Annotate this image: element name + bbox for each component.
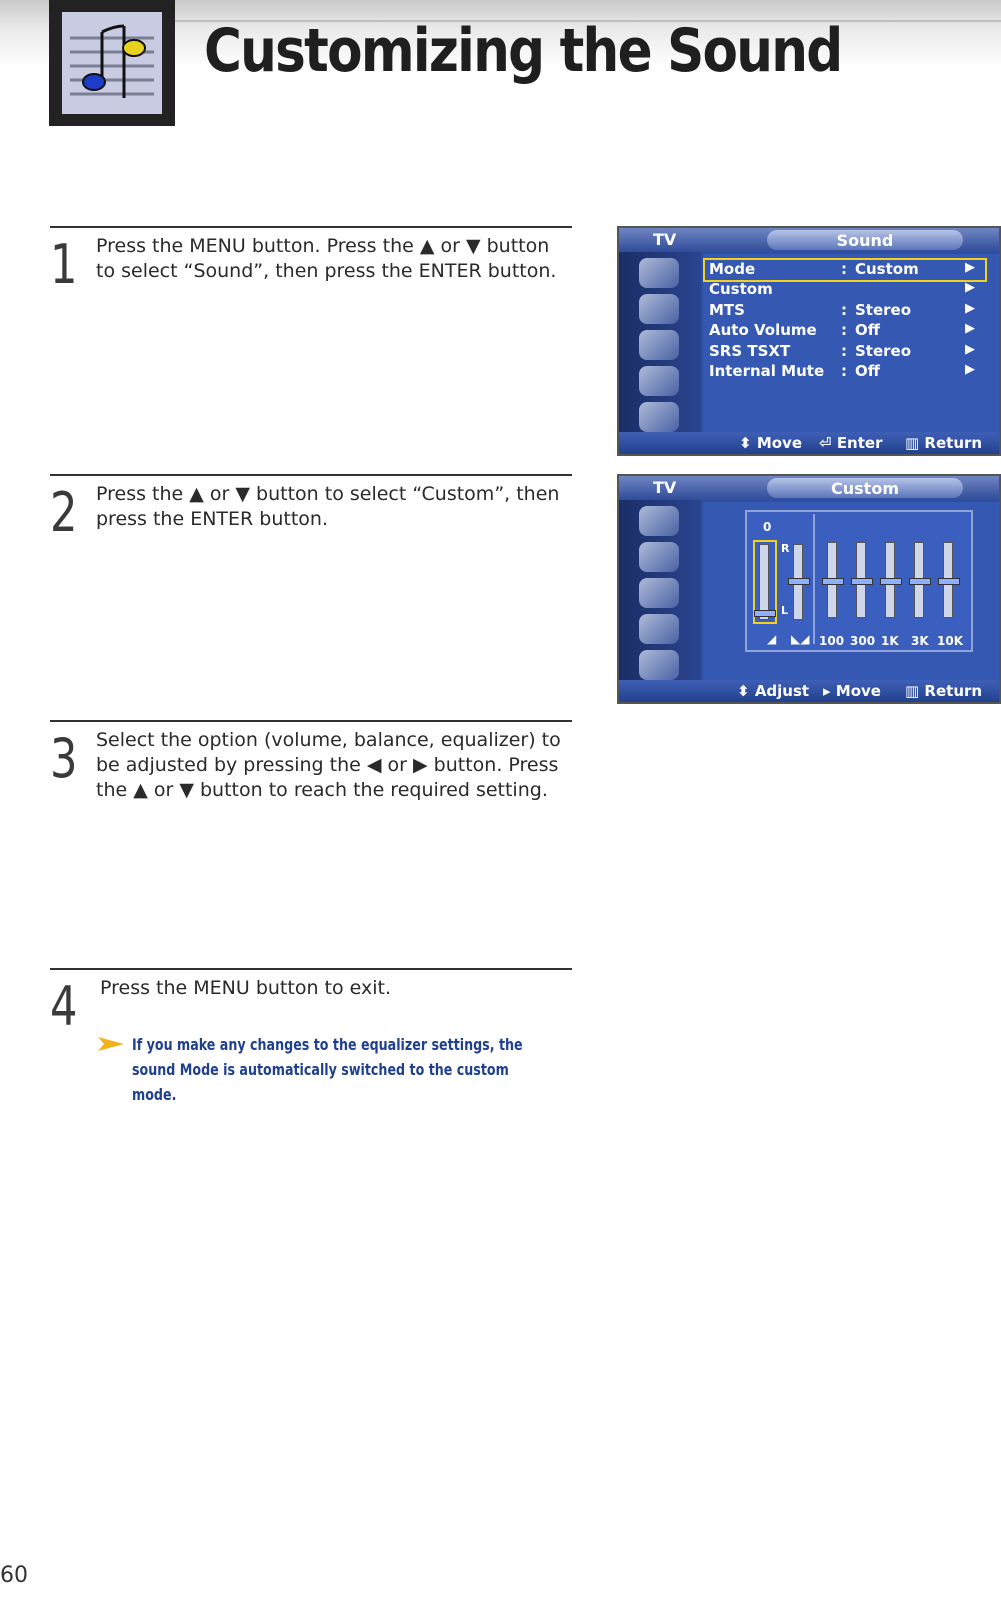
- step-3: [50, 720, 572, 962]
- balance-icon: ◣◢: [791, 632, 810, 646]
- input-icon: [639, 650, 679, 680]
- tv-menu-title: Custom: [831, 479, 899, 498]
- menu-row-colon: :: [841, 301, 847, 319]
- eq-band-knob[interactable]: [909, 578, 931, 585]
- step-4: [50, 968, 572, 1110]
- adjust-label: Adjust: [754, 682, 810, 700]
- menu-row-label: Internal Mute: [709, 362, 825, 380]
- chevron-right-icon: ▶: [965, 280, 975, 295]
- menu-row-colon: :: [841, 342, 847, 360]
- menu-row-label: Mode: [709, 260, 756, 278]
- section-logo: [49, 0, 175, 126]
- menu-row-mode[interactable]: [705, 260, 985, 280]
- return-hint: [905, 434, 982, 452]
- tv-sidebar: [619, 500, 701, 684]
- return-label: Return: [924, 682, 983, 700]
- tv-title-pill: [767, 478, 963, 498]
- menu-row-value: Off: [855, 362, 880, 380]
- step-2: [50, 474, 572, 716]
- page-number: 60: [0, 1563, 28, 1588]
- up-down-icon: ⬍: [739, 434, 752, 452]
- menu-row-value: Stereo: [855, 301, 912, 319]
- tv-screen-sound-menu: [617, 226, 1001, 456]
- menu-row-colon: :: [841, 260, 847, 278]
- setup-icon: [639, 614, 679, 644]
- balance-left-label: L: [781, 604, 789, 617]
- step-text: Select the option (volume, balance, equalizer) to be adjusted by pressing the ◀ or ▶ button. Press the ▲ or ▼ button to reach the required setting.: [96, 729, 561, 801]
- chevron-right-icon: ▶: [965, 362, 975, 377]
- tv-header: [619, 228, 999, 252]
- menu-row-label: MTS: [709, 301, 745, 319]
- step-text: Press the ▲ or ▼ button to select “Custom”, then press the ENTER button.: [96, 483, 560, 530]
- step-number: 3: [50, 727, 78, 790]
- step-1: [50, 226, 572, 468]
- volume-slider[interactable]: [759, 544, 769, 620]
- enter-icon: ⏎: [819, 434, 832, 452]
- eq-band-knob[interactable]: [851, 578, 873, 585]
- tv-source-label: TV: [653, 478, 677, 497]
- equalizer-panel: [745, 510, 973, 652]
- menu-row-value: Stereo: [855, 342, 912, 360]
- picture-icon: [639, 258, 679, 288]
- adjust-hint: [737, 682, 809, 700]
- step-number: 2: [50, 481, 78, 544]
- eq-band-knob[interactable]: [938, 578, 960, 585]
- eq-band-label: 300: [850, 634, 876, 648]
- menu-icon: ▥: [905, 434, 920, 452]
- tv-header: [619, 476, 999, 500]
- eq-band-label: 1K: [881, 634, 899, 648]
- menu-row-colon: :: [841, 362, 847, 380]
- setup-icon: [639, 366, 679, 396]
- chevron-right-icon: ▶: [965, 321, 975, 336]
- left-right-icon: ▸: [823, 682, 831, 700]
- volume-balance-group: [749, 514, 815, 644]
- channel-icon: [639, 578, 679, 608]
- move-hint: [739, 434, 802, 452]
- step-number: 1: [50, 233, 78, 296]
- menu-row-label: SRS TSXT: [709, 342, 791, 360]
- chevron-right-icon: ▶: [965, 301, 975, 316]
- tv-source-label: TV: [653, 230, 677, 249]
- chevron-right-icon: ▶: [965, 260, 975, 275]
- tv-title-pill: [767, 230, 963, 250]
- sound-icon: [639, 294, 679, 324]
- menu-row-label: Auto Volume: [709, 321, 817, 339]
- tv-screen-custom-eq: [617, 474, 1001, 704]
- menu-icon: ▥: [905, 682, 920, 700]
- menu-row-value: Off: [855, 321, 880, 339]
- step-number: 4: [50, 975, 78, 1038]
- move-label: Move: [835, 682, 881, 700]
- tv-menu-title: Sound: [836, 231, 894, 250]
- note-arrow-icon: [98, 1036, 124, 1050]
- step-text: Press the MENU button. Press the ▲ or ▼ button to select “Sound”, then press the ENTER button.: [96, 235, 557, 282]
- balance-slider-knob[interactable]: [788, 578, 810, 585]
- volume-icon: ◢: [767, 632, 777, 646]
- up-down-icon: ⬍: [737, 682, 750, 700]
- tv-eq-area: [703, 502, 1001, 682]
- music-notes-icon: [62, 12, 162, 114]
- balance-zero-label: 0: [763, 520, 772, 534]
- volume-slider-knob[interactable]: [754, 610, 776, 617]
- eq-band-knob[interactable]: [880, 578, 902, 585]
- tv-footer: [619, 680, 999, 702]
- tv-menu-list: [703, 254, 1001, 434]
- sound-icon: [639, 542, 679, 572]
- move-hint: [823, 682, 881, 700]
- balance-right-label: R: [781, 542, 790, 555]
- menu-row-label: Custom: [709, 280, 773, 298]
- return-label: Return: [924, 434, 983, 452]
- page-title: Customizing the Sound: [204, 16, 842, 86]
- menu-row-colon: :: [841, 321, 847, 339]
- enter-label: Enter: [836, 434, 883, 452]
- eq-band-knob[interactable]: [822, 578, 844, 585]
- note-text: If you make any changes to the equalizer settings, the sound Mode is automatically switched to the custom mode.: [132, 1035, 523, 1104]
- tv-footer: [619, 432, 999, 454]
- chevron-right-icon: ▶: [965, 342, 975, 357]
- enter-hint: [819, 434, 882, 452]
- menu-row-value: Custom: [855, 260, 919, 278]
- input-icon: [639, 402, 679, 432]
- eq-band-label: 10K: [937, 634, 963, 648]
- eq-band-label: 3K: [911, 634, 929, 648]
- return-hint: [905, 682, 982, 700]
- eq-band-label: 100: [819, 634, 845, 648]
- channel-icon: [639, 330, 679, 360]
- move-label: Move: [756, 434, 802, 452]
- picture-icon: [639, 506, 679, 536]
- tv-sidebar: [619, 252, 701, 436]
- step-text: Press the MENU button to exit.: [100, 977, 392, 999]
